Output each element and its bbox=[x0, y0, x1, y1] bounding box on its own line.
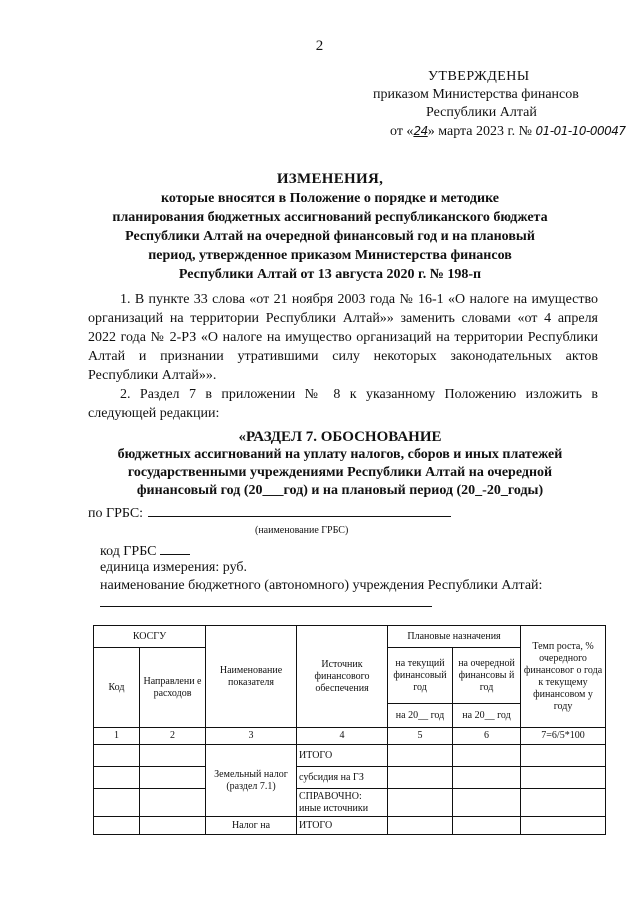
table-cell bbox=[140, 817, 206, 835]
budget-table bbox=[93, 625, 606, 835]
grbs-blank-line bbox=[148, 503, 451, 517]
table-cell bbox=[94, 789, 140, 817]
column-number: 6 bbox=[453, 728, 521, 745]
section-line-3: финансовый год (20___год) и на плановый период (20_-20_годы) bbox=[136, 483, 544, 498]
body-text bbox=[88, 290, 598, 423]
approval-order-number: 01-01-10-00047 bbox=[535, 124, 626, 138]
header-year-a: на 20__ год bbox=[388, 704, 453, 728]
title-line-2: планирования бюджетных ассигнований республиканского бюджета bbox=[112, 210, 548, 225]
column-number: 1 bbox=[94, 728, 140, 745]
group1-indicator: Земельный налог (раздел 7.1) bbox=[206, 745, 297, 817]
title-line-3: Республики Алтай на очередной финансовый год и на плановый bbox=[125, 229, 535, 244]
approval-stamp bbox=[360, 68, 626, 141]
header-direction: Направлени е расходов bbox=[140, 648, 206, 728]
grbs-code-label: код ГРБС bbox=[100, 544, 157, 559]
title-line-4: период, утвержденное приказом Министерства финансов bbox=[148, 248, 512, 263]
grbs-code-row bbox=[100, 542, 190, 560]
table-cell bbox=[140, 789, 206, 817]
table-cell bbox=[453, 745, 521, 767]
grbs-caption: (наименование ГРБС) bbox=[255, 525, 349, 536]
document-title bbox=[60, 170, 600, 284]
section-line-2: государственными учреждениями Республики Алтай на очередной bbox=[127, 465, 553, 480]
institution-blank-line bbox=[100, 606, 432, 607]
table-cell bbox=[521, 745, 606, 767]
approval-date-mid: » марта 2023 г. № bbox=[427, 124, 533, 139]
table-cell bbox=[388, 789, 453, 817]
column-number: 3 bbox=[206, 728, 297, 745]
grbs-label: по ГРБС: bbox=[88, 506, 144, 521]
header-growth: Темп роста, % очередного финансовог о года к текущему финансовом у году bbox=[521, 626, 606, 728]
group1-row-subsidy: субсидия на ГЗ bbox=[297, 767, 388, 789]
header-planned: Плановые назначения bbox=[388, 626, 521, 648]
institution-label: наименование бюджетного (автономного) учреждения Республики Алтай: bbox=[100, 578, 543, 593]
approval-line-2: приказом Министерства финансов bbox=[373, 87, 579, 102]
header-year-b: на 20__ год bbox=[453, 704, 521, 728]
approval-date-day: 24 bbox=[413, 124, 428, 138]
section-title bbox=[80, 428, 600, 500]
approval-line-1: УТВЕРЖДЕНЫ bbox=[428, 69, 530, 84]
grbs-code-blank bbox=[160, 542, 190, 555]
table-cell bbox=[94, 767, 140, 789]
table-cell bbox=[388, 745, 453, 767]
approval-date-line bbox=[360, 122, 626, 141]
group2-indicator: Налог на bbox=[206, 817, 297, 835]
approval-line-3: Республики Алтай bbox=[426, 105, 537, 120]
table-cell bbox=[94, 745, 140, 767]
column-number: 4 bbox=[297, 728, 388, 745]
page-number: 2 bbox=[315, 38, 324, 54]
table-cell bbox=[388, 767, 453, 789]
group2-row-total: ИТОГО bbox=[297, 817, 388, 835]
table-cell bbox=[521, 817, 606, 835]
column-number: 7=6/5*100 bbox=[521, 728, 606, 745]
group1-row-reference: СПРАВОЧНО: иные источники bbox=[297, 789, 388, 817]
paragraph-2: 2. Раздел 7 в приложении № 8 к указанному Положению изложить в следующей редакции: bbox=[88, 387, 598, 421]
column-number: 5 bbox=[388, 728, 453, 745]
header-current-year: на текущий финансовый год bbox=[388, 648, 453, 704]
table-cell bbox=[521, 789, 606, 817]
section-heading: «РАЗДЕЛ 7. ОБОСНОВАНИЕ bbox=[238, 429, 442, 445]
table-cell bbox=[521, 767, 606, 789]
group1-row-total: ИТОГО bbox=[297, 745, 388, 767]
table-cell bbox=[140, 767, 206, 789]
paragraph-1: 1. В пункте 33 слова «от 21 ноября 2003 года № 16-1 «О налоге на имущество организаций на территории Республики Алтай»» заменить словами «от 4 апреля 2022 года № 2-РЗ «О налоге на имущество организаций на территории Республики Алтай и признании утратившими силу некоторых законодательных актов Республики Алтай»». bbox=[88, 292, 598, 383]
table-cell bbox=[388, 817, 453, 835]
header-source: Источник финансового обеспечения bbox=[297, 626, 388, 728]
table-cell bbox=[453, 767, 521, 789]
grbs-row bbox=[88, 503, 451, 522]
table-cell bbox=[94, 817, 140, 835]
header-next-year: на очередной финансовы й год bbox=[453, 648, 521, 704]
title-line-1: которые вносятся в Положение о порядке и методике bbox=[161, 191, 499, 206]
title-line-5: Республики Алтай от 13 августа 2020 г. № 198-п bbox=[178, 267, 482, 282]
table-cell bbox=[453, 817, 521, 835]
unit-of-measure: единица измерения: руб. bbox=[100, 560, 248, 575]
table-cell bbox=[140, 745, 206, 767]
title-heading: ИЗМЕНЕНИЯ, bbox=[276, 171, 384, 187]
column-number: 2 bbox=[140, 728, 206, 745]
header-indicator: Наименование показателя bbox=[206, 626, 297, 728]
header-code: Код bbox=[94, 648, 140, 728]
header-kosgu: КОСГУ bbox=[94, 626, 206, 648]
section-line-1: бюджетных ассигнований на уплату налогов, сборов и иных платежей bbox=[117, 447, 563, 462]
table-cell bbox=[453, 789, 521, 817]
approval-date-prefix: от « bbox=[390, 124, 414, 139]
